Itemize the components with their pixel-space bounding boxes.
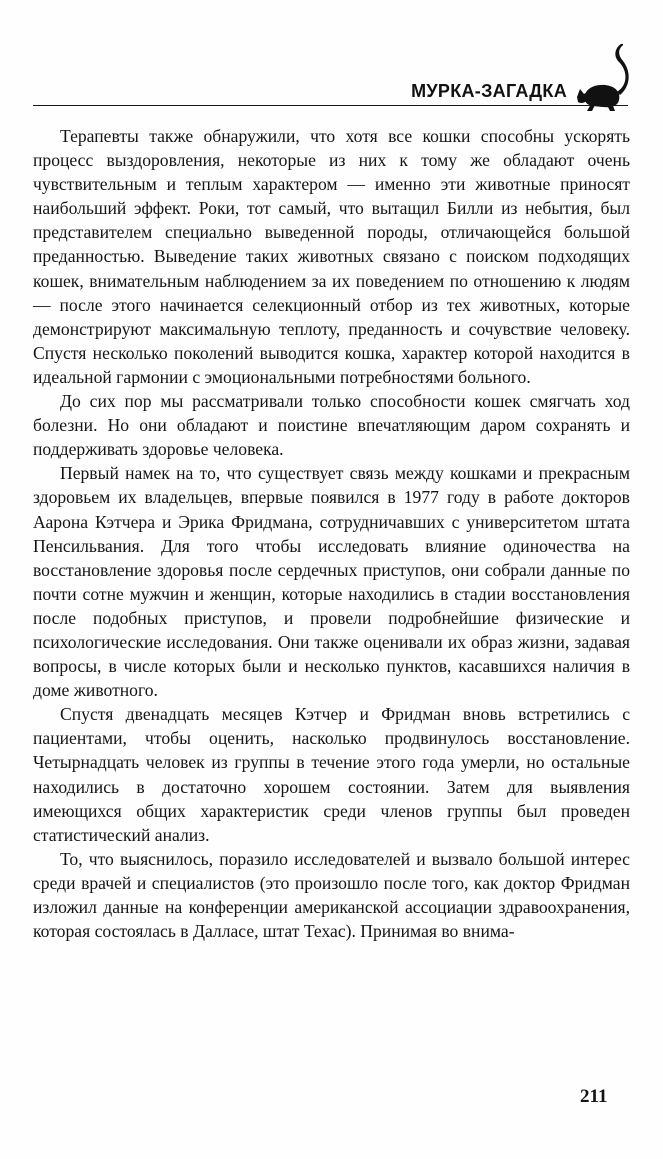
paragraph: До сих пор мы рассматривали только способности кошек смягчать ход болезни. Но они обладают и поистине впечатляющим даром сохранять и поддерживать здоровье человека. (33, 391, 630, 460)
paragraph: Первый намек на то, что существует связь между кошками и прекрасным здоровьем их владельцев, впервые появился в 1977 году в работе докторов Аарона Кэтчера и Эрика Фридмана, сотрудничавших с университетом штата Пенсильвания. Для того чтобы исследовать влияние одиночества на восстановление здоровья после сердечных приступов, они собрали данные по почти сотне мужчин и женщин, которые находились в стадии восстановления после подобных приступов, и провели подробнейшие физические и психологические исследования. Они также оценивали их образ жизни, задавая вопросы, в числе которых были и несколько пунктов, касавшихся наличия в доме животного. (33, 463, 630, 701)
header-rule (33, 105, 628, 106)
running-title: МУРКА-ЗАГАДКА (411, 81, 567, 101)
cat-body (585, 85, 620, 107)
cat-silhouette-icon (573, 40, 631, 112)
paragraph: То, что выяснилось, поразило исследователей и вызвало большой интерес среди врачей и специалистов (это произошло после того, как доктор Фридман изложил данные на конференции американской ассоциации здравоохранения, которая состоялась в Далласе, штат Техас). Принимая во внима- (33, 848, 630, 942)
paragraph: Спустя двенадцать месяцев Кэтчер и Фридман вновь встретились с пациентами, чтобы оценить, насколько продвинулось восстановление. Четырнадцать человек из группы в течение этого года умерли, но остальные находились в достаточно хорошем состоянии. Затем для выявления имеющихся общих характеристик среди членов группы был проведен статистический анализ. (33, 704, 630, 845)
paragraph: Терапевты также обнаружили, что хотя все кошки способны ускорять процесс выздоровления, некоторые из них к тому же обладают очень чувствительным и теплым характером — именно эти животные приносят наибольший эффект. Роки, тот самый, что вытащил Билли из небытия, был представителем специально выведенной породы, отличающейся большой преданностью. Выведение таких животных связано с поиском подходящих кошек, внимательным наблюдением за их поведением по отношению к людям — после этого начинается селекционный отбор из тех животных, которые демонстрируют максимальную теплоту, преданность и сочувствие человеку. Спустя несколько поколений выводится кошка, характер которой находится в идеальной гармонии с эмоциональными потребностями больного. (33, 126, 630, 387)
body-text (33, 124, 630, 943)
cat-tail (615, 44, 628, 95)
page-number: 211 (580, 1086, 608, 1107)
running-header (0, 0, 663, 112)
